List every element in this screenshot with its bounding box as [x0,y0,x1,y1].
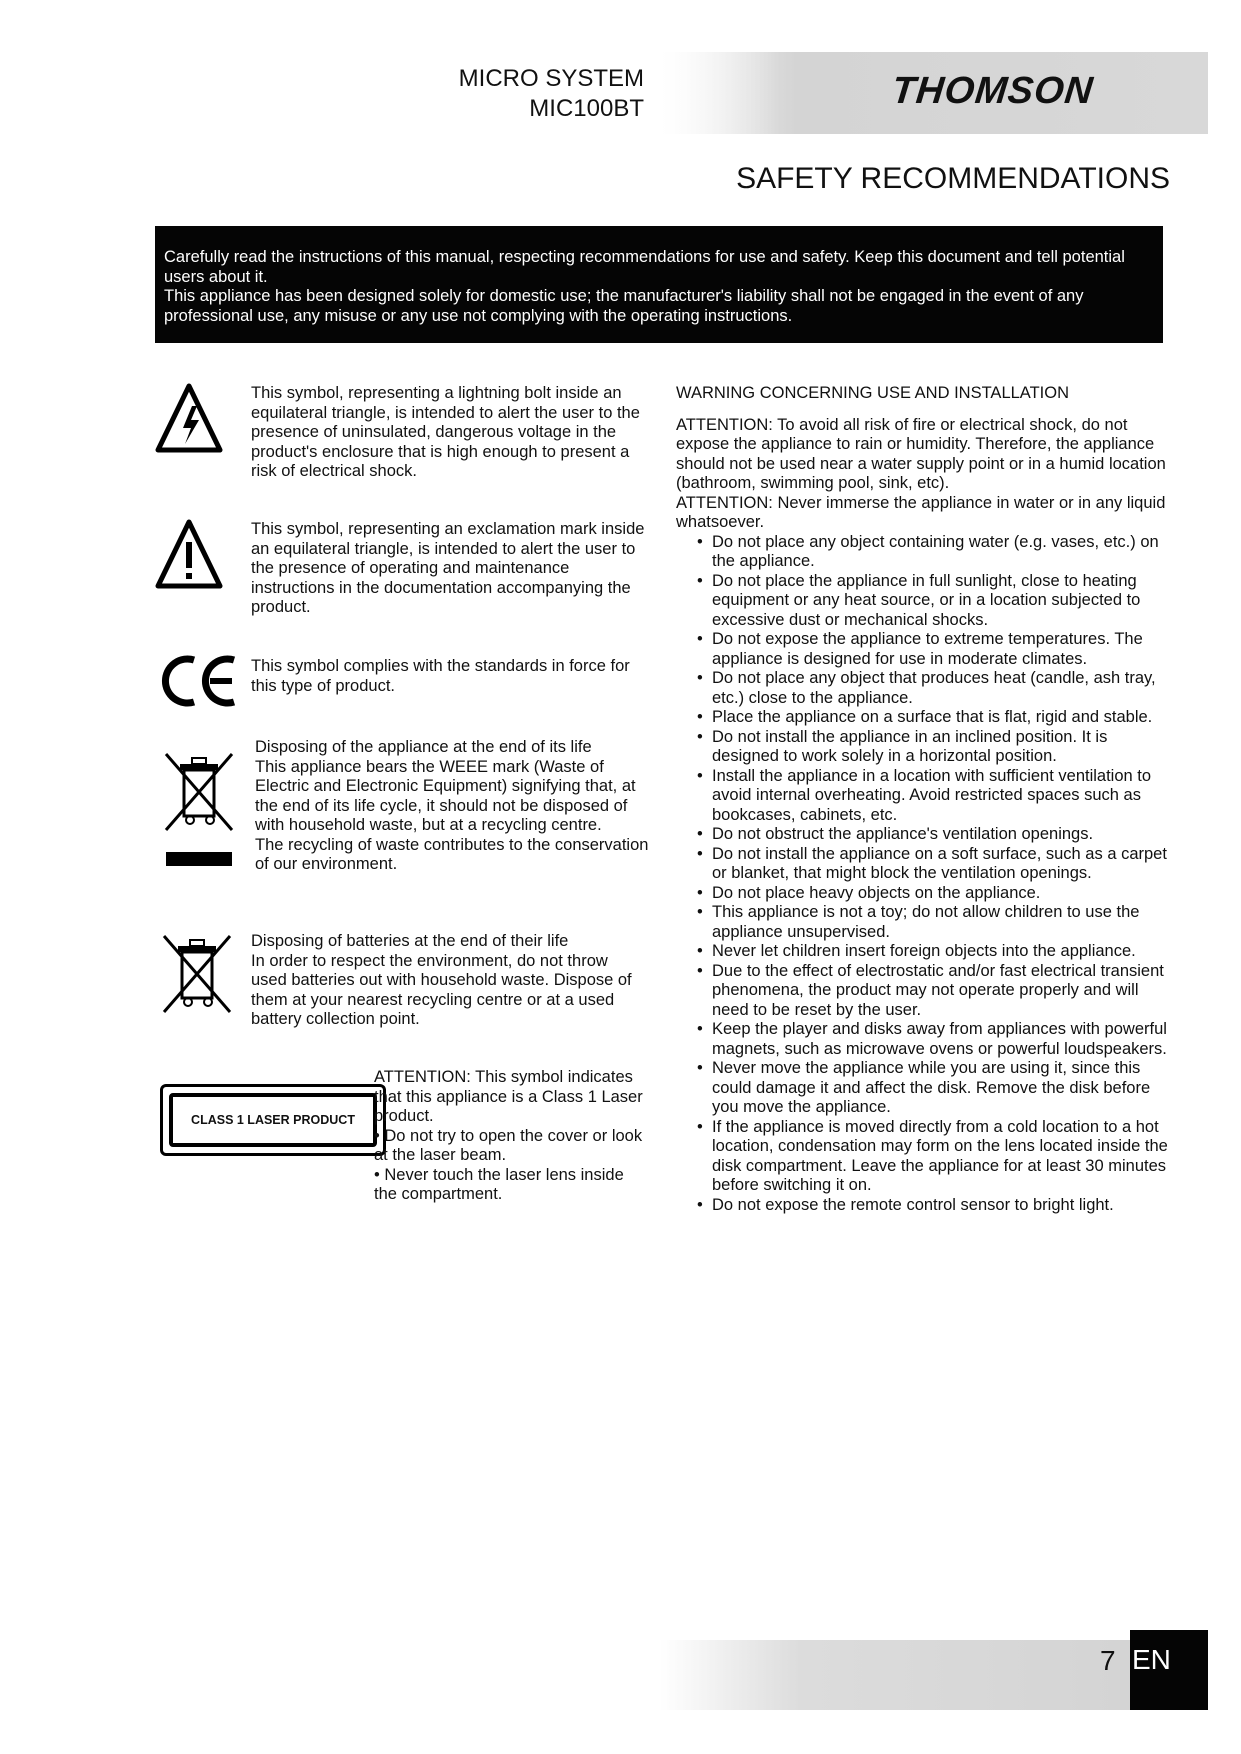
weee-bin-icon [162,750,236,870]
exclamation-symbol-text: This symbol, representing an exclamation mark inside an equilateral triangle, is intended to alert the user to the presence of operating and maintenance instructions in the documentation accompanying the product. [251,520,645,616]
ce-mark-icon [160,654,240,708]
list-item: • This appliance is not a toy; do not allow children to use the appliance unsupervised. [676,903,1176,942]
lightning-warning-icon [155,382,223,454]
header-band-fade [660,52,780,134]
battery-body: In order to respect the environment, do not throw used batteries out with household waste. Dispose of them at your nearest recycling centre or at a used battery collection point. [251,951,632,1028]
list-item: • Do not expose the remote control sensor to bright light. [676,1196,1176,1216]
laser-instruction: • Do not try to open the cover or look at the laser beam. [374,1126,643,1164]
intro-paragraph: This appliance has been designed solely for domestic use; the manufacturer's liability shall not be engaged in the event of any professional use, any misuse or any use not complying with the operating instructions. [164,287,1084,325]
list-item: • If the appliance is moved directly from a cold location to a hot location, condensation may form on the lens located inside the disk compartment. Leave the appliance for at least 30 minutes before switching it on. [676,1118,1176,1196]
list-item: • Keep the player and disks away from appliances with powerful magnets, such as microwave ovens or powerful loudspeakers. [676,1020,1176,1059]
list-item: • Do not place any object containing water (e.g. vases, etc.) on the appliance. [676,533,1176,572]
laser-product-label [160,1084,386,1156]
footer-band [660,1640,1130,1710]
battery-bin-icon [160,932,234,1016]
warning-paragraph: ATTENTION: Never immerse the appliance in water or in any liquid whatsoever. [676,493,1166,531]
battery-symbol-text [251,932,647,1030]
product-line: MICRO SYSTEM [458,65,644,92]
laser-instruction: • Never touch the laser lens inside the compartment. [374,1165,624,1203]
exclamation-warning-icon [155,518,223,590]
laser-symbol-text [374,1068,644,1205]
list-item: • Do not place any object that produces heat (candle, ash tray, etc.) close to the appliance. [676,669,1176,708]
list-item: • Do not expose the appliance to extreme temperatures. The appliance is designed for use in moderate climates. [676,630,1176,669]
ce-symbol-text: This symbol complies with the standards in force for this type of product. [251,657,630,695]
laser-attention: ATTENTION: This symbol indicates that this appliance is a Class 1 Laser product. [374,1068,643,1125]
battery-title: Disposing of batteries at the end of their life [251,932,569,950]
list-item: • Do not obstruct the appliance's ventilation openings. [676,825,1176,845]
list-item: • Place the appliance on a surface that is flat, rigid and stable. [676,708,1176,728]
list-item: • Never let children insert foreign objects into the appliance. [676,942,1176,962]
product-name [400,64,644,124]
page-number: 7 [1100,1645,1116,1676]
warning-title: WARNING CONCERNING USE AND INSTALLATION [676,384,1069,402]
weee-title: Disposing of the appliance at the end of its life [255,738,592,756]
list-item: • Do not place the appliance in full sunlight, close to heating equipment or any heat source, or in a location subjected to excessive dust or mechanical shocks. [676,572,1176,631]
language-code: EN [1132,1644,1171,1675]
list-item: • Install the appliance in a location with sufficient ventilation to avoid internal overheating. Avoid restricted spaces such as bookcases, cabinets, etc. [676,767,1176,826]
model-number: MIC100BT [529,95,644,122]
weee-body: The recycling of waste contributes to the conservation of our environment. [255,835,649,873]
list-item: • Do not install the appliance in an inclined position. It is designed to work solely in a horizontal position. [676,728,1176,767]
weee-symbol-text [255,738,651,875]
intro-box [155,226,1163,343]
list-item: • Never move the appliance while you are using it, since this could damage it and affect the disk. Remove the disk before you move the appliance. [676,1059,1176,1118]
laser-label-text: CLASS 1 LASER PRODUCT [169,1093,377,1147]
warning-section [676,384,1176,1215]
intro-paragraph: Carefully read the instructions of this manual, respecting recommendations for use and safety. Keep this document and tell potential users about it. [164,248,1125,286]
lightning-symbol-text: This symbol, representing a lightning bolt inside an equilateral triangle, is intended to alert the user to the presence of uninsulated, dangerous voltage in the product's enclosure that is high enough to present a risk of electrical shock. [251,384,640,480]
warning-list [676,533,1176,1216]
list-item: • Due to the effect of electrostatic and/or fast electrical transient phenomena, the product may not operate properly and will need to be reset by the user. [676,962,1176,1021]
page-title: SAFETY RECOMMENDATIONS [736,162,1170,195]
list-item: • Do not place heavy objects on the appliance. [676,884,1176,904]
list-item: • Do not install the appliance on a soft surface, such as a carpet or blanket, that might block the ventilation openings. [676,845,1176,884]
warning-paragraph: ATTENTION: To avoid all risk of fire or electrical shock, do not expose the appliance to rain or humidity. Therefore, the appliance should not be used near a water supply point or in a humid location (bathroom, swimming pool, sink, etc). [676,415,1166,492]
weee-body: This appliance bears the WEEE mark (Waste of Electric and Electronic Equipment) signifying that, at the end of its life cycle, it should not be disposed of with household waste, but at a recycling centre. [255,757,636,834]
brand-logo: THOMSON [889,70,1096,112]
